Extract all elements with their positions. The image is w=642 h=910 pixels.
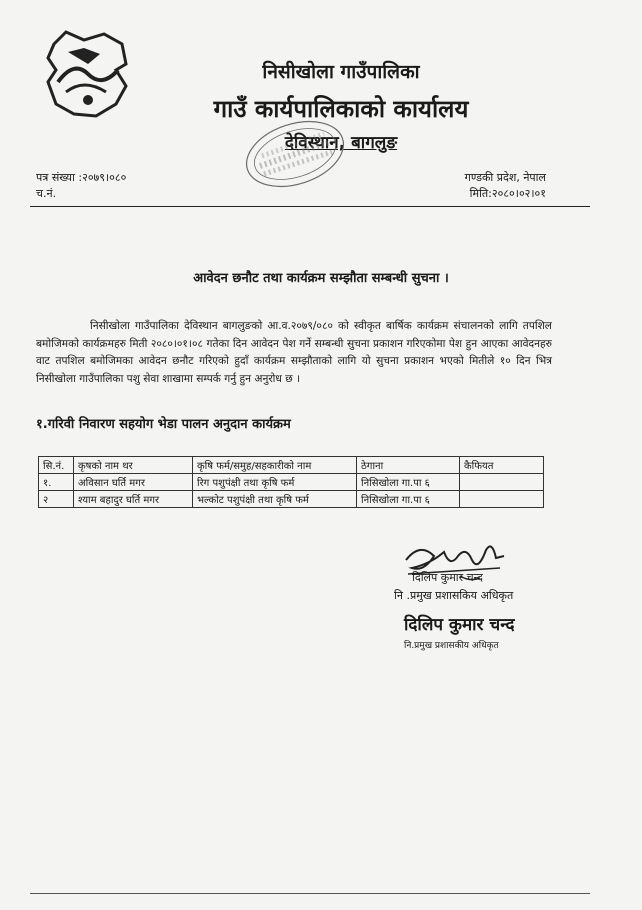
table-cell: श्याम बहादुर घर्ति मगर xyxy=(74,491,193,508)
office-name: गाउँ कार्यपालिकाको कार्यालय xyxy=(213,95,469,123)
municipality-name: निसीखोला गाउँपालिका xyxy=(262,61,420,83)
table-cell: १. xyxy=(39,474,74,491)
letter-date: मिति:२०८०।०२।०१ xyxy=(469,187,546,200)
name-seal: दिलिप कुमार चन्द xyxy=(404,615,515,635)
beneficiary-table xyxy=(38,456,544,508)
signatory-title: नि .प्रमुख प्रशासकिय अधिकृत xyxy=(394,589,514,602)
province-label: गण्डकी प्रदेश, नेपाल xyxy=(464,171,546,184)
notice-subject: आवेदन छनौट तथा कार्यक्रम सम्झौता सम्बन्धी सुचना । xyxy=(193,271,449,286)
table-row xyxy=(39,491,544,508)
column-header: कृषि फर्म/समुह/सहकारीको नाम xyxy=(193,457,357,474)
program-section-title: १.गरिवी निवारण सहयोग भेडा पालन अनुदान कार्यक्रम xyxy=(36,417,291,432)
dispatch-number: च.नं. xyxy=(36,187,57,200)
table-cell: रिग पशुपंक्षी तथा कृषि फर्म xyxy=(193,474,357,491)
footer-divider xyxy=(30,893,590,894)
table-cell: अविसान घर्ति मगर xyxy=(74,474,193,491)
table-cell: २ xyxy=(39,491,74,508)
column-header: कैफियत xyxy=(460,457,544,474)
table-cell xyxy=(460,491,544,508)
column-header: सि.नं. xyxy=(39,457,74,474)
office-location: देविस्थान, बागलुङ xyxy=(284,133,398,153)
table-cell: भल्कोट पशुपंक्षी तथा कृषि फर्म xyxy=(193,491,357,508)
table-row xyxy=(39,474,544,491)
name-seal-title: नि.प्रमुख प्रशासकीय अधिकृत xyxy=(404,641,499,651)
letter-number: पत्र संख्या :२०७९।०८० xyxy=(36,171,127,184)
office-stamp xyxy=(240,118,350,190)
notice-body: निसीखोला गाउँपालिका देविस्थान बागलुङको आ.व.२०७९/०८० को स्वीकृत बार्षिक कार्यक्रम संचालनको लागि तपशिल बमोजिमको कार्यक्रमहरु मिती २०८०।०१।०८ गतेका दिन आवेदन पेश गर्ने सम्बन्धी सुचना प्रकाशन गरिएकोमा पेश हुन आएका आवेदनहरु वाट तपशिल बमोजिमका आवेदन छनौट गरिएको हुदाँ कार्यक्रम सम्झौताको लागि यो सुचना प्रकाशन भएको मितीले १० दिन भित्र निसीखोला गाउँपालिका पशु सेवा शाखामा सम्पर्क गर्नु हुन अनुरोध छ । xyxy=(36,320,552,385)
table-cell: निसिखोला गा.पा ६ xyxy=(357,491,460,508)
table-header-row xyxy=(39,457,544,474)
table-cell: निसिखोला गा.पा ६ xyxy=(357,474,460,491)
table-cell xyxy=(460,474,544,491)
header-divider xyxy=(30,206,590,207)
signatory-name: दिलिप कुमार चन्द xyxy=(412,571,483,584)
column-header: ठेगाना xyxy=(357,457,460,474)
column-header: कृषको नाम थर xyxy=(74,457,193,474)
